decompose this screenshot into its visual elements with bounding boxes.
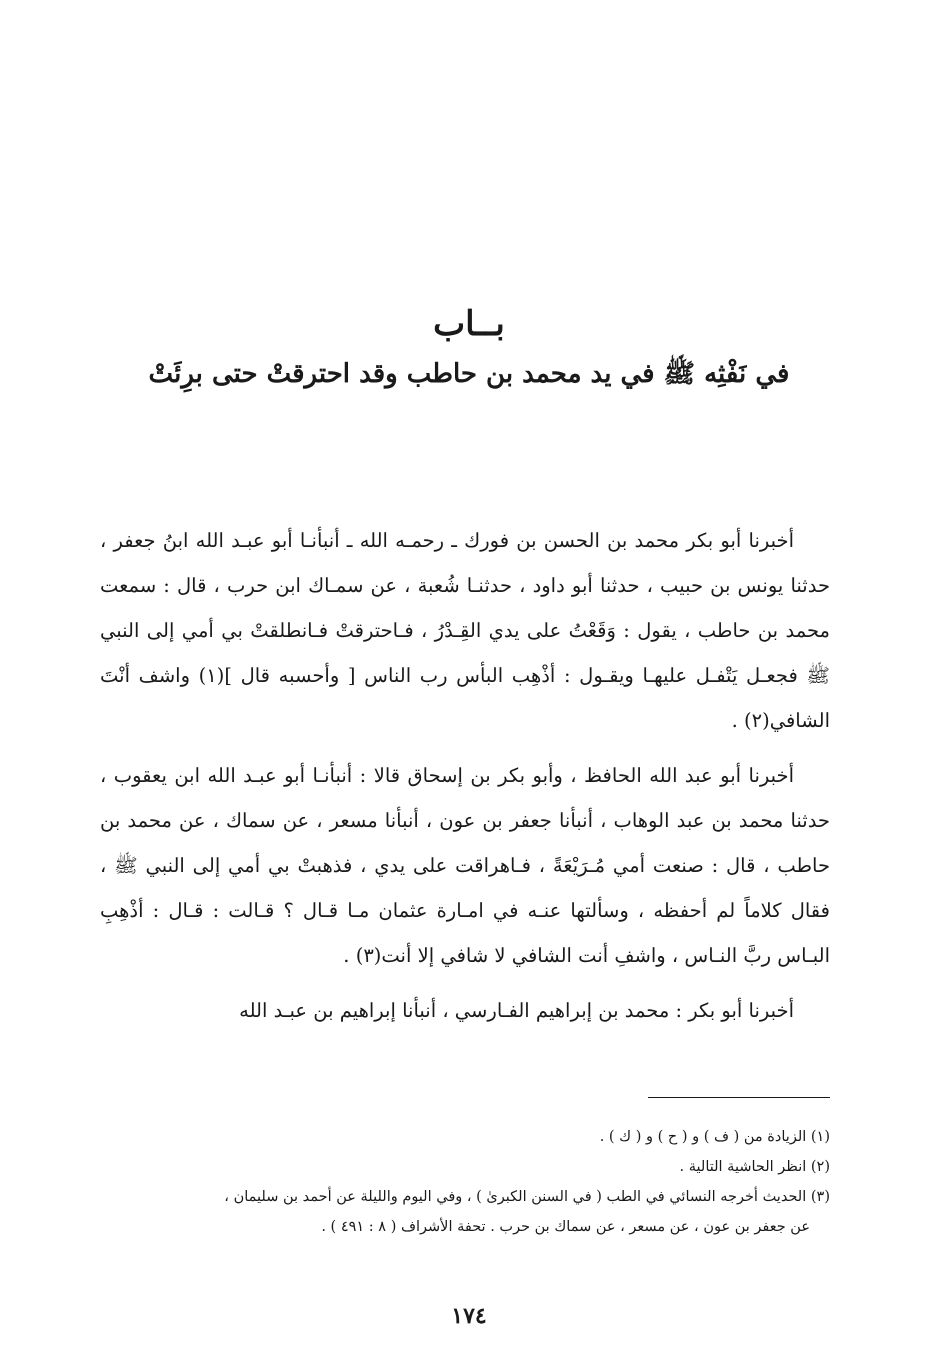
- footnote-2: (٢) انظر الحاشية التالية .: [679, 1159, 830, 1175]
- paragraph-1: أخبرنا أبو بكر محمد بن الحسن بن فورك ـ رحمـه الله ـ أنبأنـا أبو عبـد الله ابنُ جعفر ، حدثنا يونس بن حبيب ، حدثنا أبو داود ، حدثنـا شُعبة ، عن سمـاك ابن حرب ، قال : سمعت محمد بن حاطب ، يقول : وَقَعْتُ على يدي القِـدْرُ ، فـاحترقتْ فـانطلقتْ بي أمي إلى النبي ﷺ فجعـل يَتْفـل عليهـا ويقـول : أذْهِب البأس رب الناس [ وأحسبه قال ](١) واشف أنْتَ الشافي(٢) .: [100, 529, 830, 732]
- chapter-title: بــاب: [433, 304, 505, 344]
- page-number: ١٧٤: [451, 1303, 487, 1329]
- paragraph-2: أخبرنا أبو عبد الله الحافظ ، وأبو بكر بن إسحاق قالا : أنبأنـا أبو عبـد الله ابن يعقوب ، حدثنا محمد بن عبد الوهاب ، أنبأنا جعفر بن عون ، أنبأنا مسعر ، عن سماك ، عن محمد بن حاطب ، قال : صنعت أمي مُـرَيْعَةً ، فـاهراقت على يدي ، فذهبتْ بي أمي إلى النبي ﷺ ، فقال كلاماً لم أحفظه ، وسألتها عنـه في امـارة عثمان مـا قـال ؟ قـالت : قـال : أذْهِبِ البـاس ربَّ النـاس ، واشفِ أنت الشافي لا شافي إلا أنت(٣) .: [100, 764, 830, 967]
- footnotes: [100, 1122, 830, 1242]
- body-text: [100, 518, 830, 1043]
- footnote-3-continuation: عن جعفر بن عون ، عن مسعر ، عن سماك بن حرب . تحفة الأشراف ( ٨ : ٤٩١ ) .: [321, 1219, 810, 1235]
- footnote-3: (٣) الحديث أخرجه النسائي في الطب ( في السنن الكبرىٰ ) ، وفي اليوم والليلة عن أحمد بن سليمان ،: [224, 1189, 830, 1205]
- chapter-subtitle: في نَفْثِه ﷺ في يد محمد بن حاطب وقد احترقتْ حتى برِئَتْ: [148, 359, 790, 389]
- footnote-1: (١) الزيادة من ( ف ) و ( ح ) و ( ك ) .: [599, 1129, 830, 1145]
- paragraph-3: أخبرنا أبو بكر : محمد بن إبراهيم الفـارسي ، أنبأنا إبراهيم بن عبـد الله: [239, 999, 794, 1022]
- footnote-separator: [648, 1097, 830, 1098]
- chapter-heading: [100, 300, 838, 396]
